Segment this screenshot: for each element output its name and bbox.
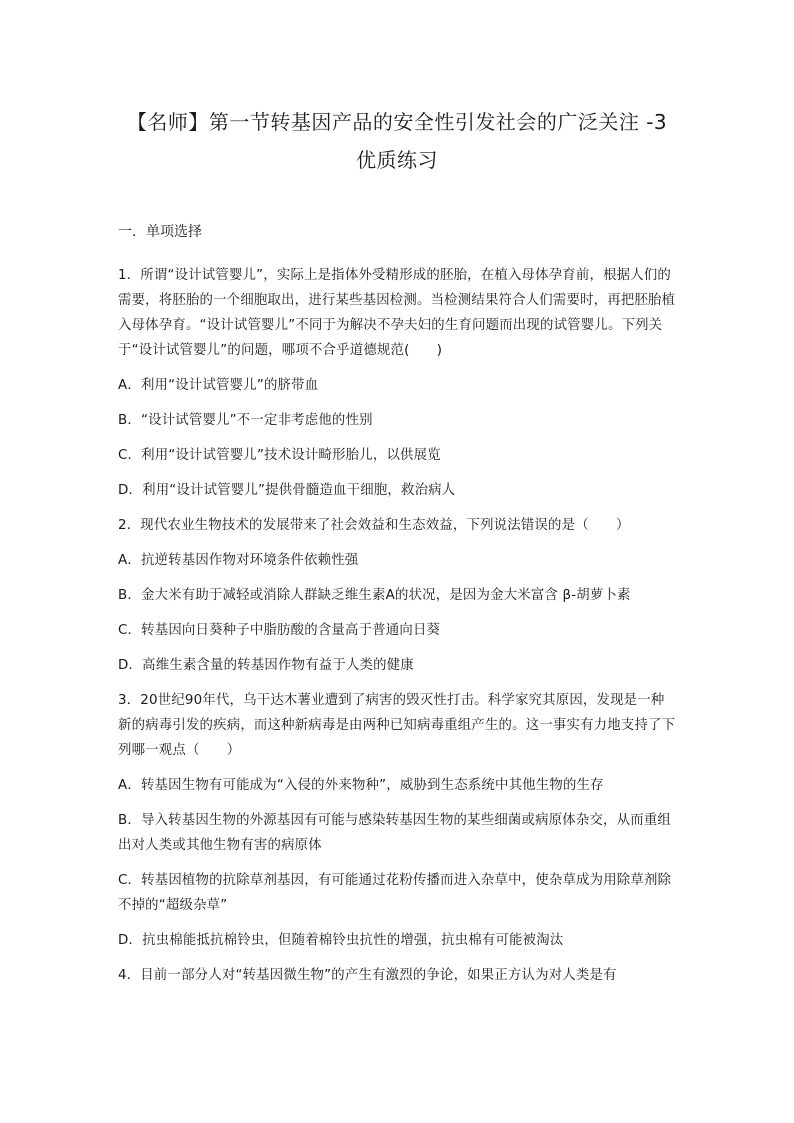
- question-3: [118, 688, 676, 763]
- question-1-option-d: D．利用“设计试管婴儿”提供骨髓造血干细胞，救治病人: [118, 483, 456, 498]
- question-1-option-c: C．利用“设计试管婴儿”技术设计畸形胎儿，以供展览: [118, 448, 441, 463]
- question-3-option-b: B．导入转基因生物的外源基因有可能与感染转基因生物的某些细菌或病原体杂交，从而重组出对人类或其他生物有害的病原体: [118, 813, 672, 853]
- question-2-option-b: B．金大米有助于减轻或消除人群缺乏维生素A的状况，是因为金大米富含 β-胡萝卜素: [118, 588, 631, 603]
- question-2-option-a: A．抗逆转基因作物对环境条件依赖性强: [118, 553, 359, 568]
- question-3-option-d: D．抗虫棉能抵抗棉铃虫，但随着棉铃虫抗性的增强，抗虫棉有可能被淘汰: [118, 933, 564, 948]
- page-title-line-2: 优质练习: [356, 148, 438, 172]
- question-1-text: 1．所谓“设计试管婴儿”，实际上是指体外受精形成的胚胎，在植入母体孕育前，根据人们的需要，将胚胎的一个细胞取出，进行某些基因检测。当检测结果符合人们需要时，再把胚胎植入母体孕育。“设计试管婴儿”不同于为解决不孕夫妇的生育问题而出现的试管婴儿。下列关于“设计试管婴儿”的问题，哪项不合乎道德规范( ): [118, 268, 676, 358]
- question-1-option-a: A．利用“设计试管婴儿”的脐带血: [118, 378, 319, 393]
- page-title-line-1: 【名师】第一节转基因产品的安全性引发社会的广泛关注 -3: [126, 110, 668, 134]
- question-2: [118, 513, 676, 538]
- question-3-text: 3．20世纪90年代，乌干达木薯业遭到了病害的毁灭性打击。科学家究其原因，发现是一种新的病毒引发的疾病，而这种新病毒是由两种已知病毒重组产生的。这一事实有力地支持了下列哪一观点（ ）: [118, 693, 676, 758]
- page-title: [118, 103, 676, 179]
- question-3-option-c: C．转基因植物的抗除草剂基因，有可能通过花粉传播而进入杂草中，使杂草成为用除草剂除不掉的“超级杂草”: [118, 873, 672, 913]
- question-2-text: 2．现代农业生物技术的发展带来了社会效益和生态效益，下列说法错误的是（ ）: [118, 518, 630, 533]
- question-2-option-d: D．高维生素含量的转基因作物有益于人类的健康: [118, 658, 414, 673]
- question-2-option-c: C．转基因向日葵种子中脂肪酸的含量高于普通向日葵: [118, 623, 441, 638]
- question-1-option-b: B．“设计试管婴儿”不一定非考虑他的性别: [118, 413, 373, 428]
- question-1: [118, 263, 676, 363]
- question-4: [118, 963, 676, 988]
- question-3-option-a: A．转基因生物有可能成为“入侵的外来物种”，威胁到生态系统中其他生物的生存: [118, 778, 604, 793]
- question-4-text: 4．目前一部分人对“转基因微生物”的产生有激烈的争论，如果正方认为对人类是有: [118, 968, 617, 983]
- section-heading: 一．单项选择: [118, 224, 202, 240]
